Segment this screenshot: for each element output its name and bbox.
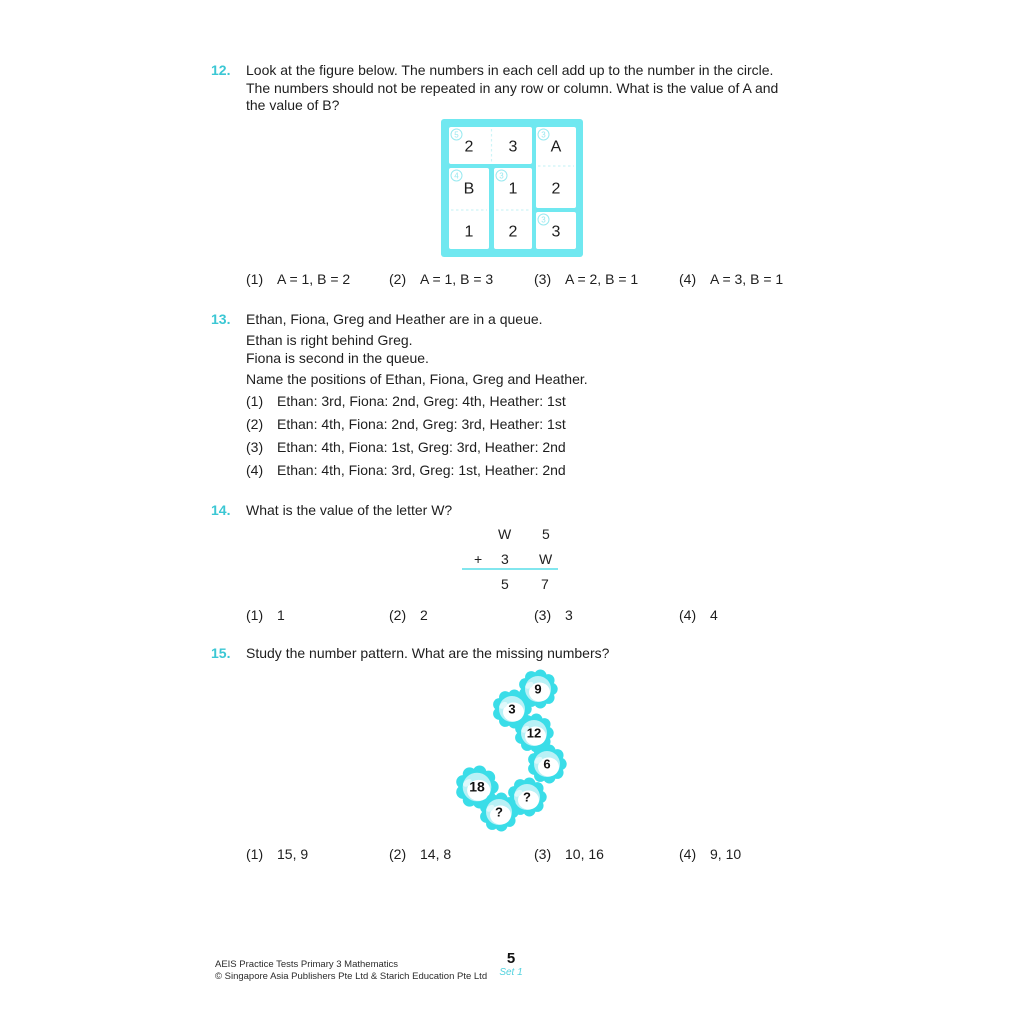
question-12-number: 12. — [211, 62, 231, 78]
grid-cell-value: A — [550, 138, 562, 156]
option — [246, 393, 566, 409]
option-label: (3) — [534, 846, 552, 862]
page-number: 5 — [506, 950, 516, 967]
result-digit: 5 — [501, 576, 509, 592]
footer-copyright: © Singapore Asia Publishers Pte Ltd & Starich Education Pte Ltd — [215, 970, 488, 982]
option-value: 14, 8 — [420, 846, 452, 862]
grid-cell-value: 2 — [464, 138, 474, 156]
cage-sum-grid-figure — [441, 119, 583, 257]
option-label: (4) — [679, 846, 697, 862]
option — [534, 846, 604, 862]
question-13-number: 13. — [211, 311, 231, 327]
option-value: 4 — [710, 607, 718, 623]
question-12-text-line: Look at the figure below. The numbers in each cell add up to the number in the circle. — [246, 62, 774, 78]
cage-sum-value: 3 — [541, 130, 546, 140]
option-value: A = 1, B = 2 — [277, 271, 351, 287]
question-12-text-line: The numbers should not be repeated in any row or column. What is the value of A and — [246, 79, 779, 96]
option — [246, 271, 350, 287]
option — [246, 846, 308, 862]
cage-sum-value: 4 — [454, 171, 459, 181]
flower-number: ? — [495, 804, 503, 820]
cage-sum-value: 5 — [454, 130, 459, 140]
option-value: Ethan: 4th, Fiona: 1st, Greg: 3rd, Heather: 2nd — [277, 439, 566, 455]
addend-digit: W — [498, 526, 512, 542]
option-label: (2) — [389, 271, 407, 287]
option-label: (2) — [389, 607, 407, 623]
option — [246, 607, 285, 623]
flower-number: 6 — [543, 756, 551, 772]
option — [246, 462, 566, 478]
question-13-text-line: Ethan, Fiona, Greg and Heather are in a queue. — [246, 311, 543, 327]
column-addition-figure — [460, 524, 572, 590]
grid-cell-value: 1 — [508, 180, 518, 198]
flower-number: 3 — [508, 701, 516, 717]
question-15-number: 15. — [211, 645, 231, 661]
option-value: A = 3, B = 1 — [710, 271, 784, 287]
result-digit: 7 — [541, 576, 549, 592]
option — [679, 607, 718, 623]
option — [534, 607, 573, 623]
option-value: 2 — [420, 607, 428, 623]
grid-cell-value: 2 — [551, 180, 561, 198]
cage-sum-value: 3 — [499, 171, 504, 181]
option-label: (1) — [246, 393, 264, 409]
footer-book-title: AEIS Practice Tests Primary 3 Mathematics — [215, 959, 399, 970]
option-value: 10, 16 — [565, 846, 604, 862]
option-label: (4) — [679, 271, 697, 287]
question-12-options — [246, 271, 846, 289]
option-value: 1 — [277, 607, 285, 623]
question-14-number: 14. — [211, 502, 231, 518]
grid-cell-value: 2 — [508, 223, 518, 241]
option-label: (1) — [246, 607, 264, 623]
question-13-text-line: Name the positions of Ethan, Fiona, Greg and Heather. — [246, 371, 588, 387]
question-15-options — [246, 846, 846, 864]
flower-number: 18 — [469, 778, 485, 795]
option-label: (3) — [246, 439, 264, 455]
question-15-text-line: Study the number pattern. What are the missing numbers? — [246, 645, 610, 661]
option-label: (2) — [246, 416, 264, 432]
footer-publisher-info — [215, 959, 487, 982]
option — [389, 607, 428, 623]
addend-digit: 3 — [501, 551, 509, 567]
grid-cell-value: 1 — [464, 223, 474, 241]
flower-number: 9 — [534, 681, 542, 697]
option-value: A = 2, B = 1 — [565, 271, 639, 287]
flower-number: ? — [523, 789, 531, 805]
option — [679, 846, 741, 862]
option — [246, 439, 566, 455]
addend-digit: 5 — [542, 526, 550, 542]
question-14-options — [246, 607, 846, 625]
cage-sum-value: 3 — [541, 215, 546, 225]
option-label: (1) — [246, 271, 264, 287]
grid-cell-value: B — [463, 180, 475, 198]
option-value: A = 1, B = 3 — [420, 271, 494, 287]
option-value: Ethan: 4th, Fiona: 3rd, Greg: 1st, Heather: 2nd — [277, 462, 566, 478]
option-label: (3) — [534, 607, 552, 623]
option-label: (2) — [389, 846, 407, 862]
option-value: 15, 9 — [277, 846, 309, 862]
option-value: Ethan: 3rd, Fiona: 2nd, Greg: 4th, Heather: 1st — [277, 393, 566, 409]
option — [679, 271, 783, 287]
option-label: (4) — [246, 462, 264, 478]
option-value: Ethan: 4th, Fiona: 2nd, Greg: 3rd, Heather: 1st — [277, 416, 566, 432]
option — [389, 846, 451, 862]
grid-cell-value: 3 — [551, 223, 561, 241]
plus-operator: + — [474, 551, 483, 567]
flower-number: 12 — [526, 725, 542, 741]
question-14-text-line: What is the value of the letter W? — [246, 502, 453, 518]
set-label: Set 1 — [499, 967, 523, 978]
number-pattern-figure — [440, 655, 590, 845]
option-value: 3 — [565, 607, 573, 623]
grid-cell-value: 3 — [508, 138, 518, 156]
question-13-text-line: Fiona is second in the queue. — [246, 350, 429, 366]
option — [389, 271, 493, 287]
option — [246, 416, 566, 432]
question-13-text-line: Ethan is right behind Greg. — [246, 332, 413, 348]
option-value: 9, 10 — [710, 846, 742, 862]
option-label: (1) — [246, 846, 264, 862]
option-label: (3) — [534, 271, 552, 287]
option — [534, 271, 638, 287]
question-12-text-line: the value of B? — [246, 97, 340, 113]
addend-digit: W — [539, 551, 553, 567]
sum-rule-line — [462, 568, 558, 570]
option-label: (4) — [679, 607, 697, 623]
